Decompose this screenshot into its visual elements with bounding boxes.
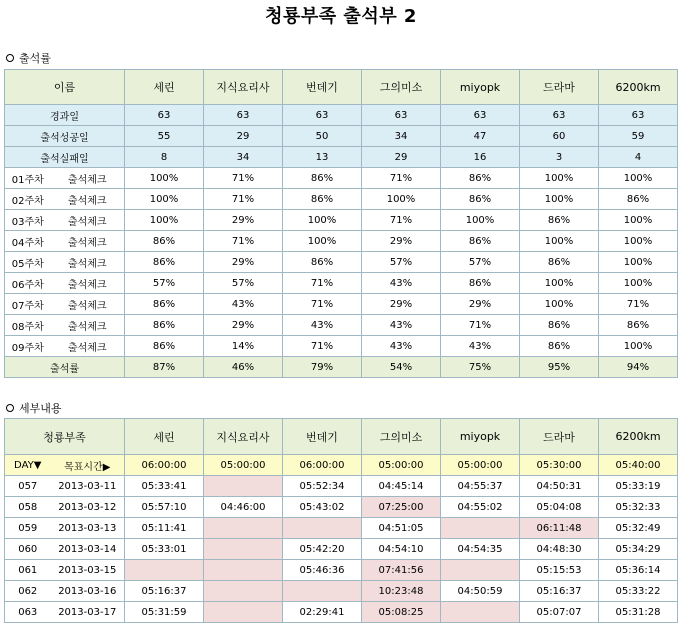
week-rate-cell: 71% xyxy=(204,168,283,189)
week-row xyxy=(5,231,678,252)
header-row xyxy=(5,70,678,105)
date-cell: 2013-03-15 xyxy=(51,560,125,581)
week-rate-cell: 29% xyxy=(204,315,283,336)
day-number: 061 xyxy=(5,560,51,581)
time-cell: 05:31:59 xyxy=(125,602,204,623)
time-cell: 04:55:37 xyxy=(441,476,520,497)
date-cell: 2013-03-12 xyxy=(51,497,125,518)
week-label: 03주차 xyxy=(5,210,51,231)
time-cell: 04:46:00 xyxy=(204,497,283,518)
check-label: 출석체크 xyxy=(51,252,125,273)
time-cell xyxy=(204,560,283,581)
check-label: 출석체크 xyxy=(51,231,125,252)
time-cell xyxy=(204,539,283,560)
week-rate-cell: 100% xyxy=(362,189,441,210)
week-rate-cell: 100% xyxy=(520,168,599,189)
week-row xyxy=(5,210,678,231)
rate-cell: 95% xyxy=(520,357,599,378)
member-header: miyopk xyxy=(441,419,520,455)
week-rate-cell: 100% xyxy=(441,210,520,231)
section-label: 출석률 xyxy=(19,52,51,65)
summary-cell: 59 xyxy=(599,126,678,147)
week-rate-cell: 71% xyxy=(283,336,362,357)
week-rate-cell: 71% xyxy=(283,294,362,315)
week-rate-cell: 86% xyxy=(125,336,204,357)
week-rate-cell: 100% xyxy=(520,231,599,252)
week-rate-cell: 100% xyxy=(599,336,678,357)
time-cell: 04:54:35 xyxy=(441,539,520,560)
time-cell: 05:33:22 xyxy=(599,581,678,602)
total-rate-row xyxy=(5,357,678,378)
week-rate-cell: 29% xyxy=(362,294,441,315)
check-label: 출석체크 xyxy=(51,315,125,336)
time-cell: 05:46:36 xyxy=(283,560,362,581)
time-cell: 05:15:53 xyxy=(520,560,599,581)
week-rate-cell: 100% xyxy=(283,231,362,252)
member-header: 지식요리사 xyxy=(204,419,283,455)
time-cell: 07:25:00 xyxy=(362,497,441,518)
week-rate-cell: 86% xyxy=(520,210,599,231)
week-rate-cell: 86% xyxy=(125,315,204,336)
week-rate-cell: 100% xyxy=(125,210,204,231)
time-cell: 04:45:14 xyxy=(362,476,441,497)
summary-cell: 4 xyxy=(599,147,678,168)
time-cell: 04:55:02 xyxy=(441,497,520,518)
week-rate-cell: 100% xyxy=(520,189,599,210)
goal-time-cell: 06:00:00 xyxy=(125,455,204,476)
week-rate-cell: 43% xyxy=(362,273,441,294)
week-rate-cell: 14% xyxy=(204,336,283,357)
time-cell: 04:54:10 xyxy=(362,539,441,560)
week-rate-cell: 100% xyxy=(599,273,678,294)
detail-row xyxy=(5,497,678,518)
time-cell: 05:57:10 xyxy=(125,497,204,518)
summary-cell: 63 xyxy=(283,105,362,126)
week-rate-cell: 86% xyxy=(441,231,520,252)
time-cell: 05:34:29 xyxy=(599,539,678,560)
week-row xyxy=(5,315,678,336)
check-label: 출석체크 xyxy=(51,189,125,210)
week-rate-cell: 57% xyxy=(441,252,520,273)
rate-cell: 54% xyxy=(362,357,441,378)
week-label: 01주차 xyxy=(5,168,51,189)
time-cell: 05:52:34 xyxy=(283,476,362,497)
member-header: 6200km xyxy=(599,70,678,105)
time-cell xyxy=(441,602,520,623)
member-header: 번데기 xyxy=(283,70,362,105)
rate-cell: 46% xyxy=(204,357,283,378)
week-rate-cell: 43% xyxy=(204,294,283,315)
detail-row xyxy=(5,518,678,539)
detail-row xyxy=(5,539,678,560)
week-row xyxy=(5,252,678,273)
goal-time-cell: 06:00:00 xyxy=(283,455,362,476)
week-rate-cell: 100% xyxy=(599,252,678,273)
summary-cell: 47 xyxy=(441,126,520,147)
section-details xyxy=(6,400,62,416)
member-header: 세린 xyxy=(125,70,204,105)
week-rate-cell: 86% xyxy=(283,189,362,210)
time-cell xyxy=(204,476,283,497)
week-rate-cell: 86% xyxy=(520,315,599,336)
week-rate-cell: 86% xyxy=(599,189,678,210)
week-rate-cell: 86% xyxy=(283,168,362,189)
detail-table xyxy=(4,418,678,623)
summary-label: 출석실패일 xyxy=(5,147,125,168)
week-rate-cell: 71% xyxy=(599,294,678,315)
summary-cell: 34 xyxy=(204,147,283,168)
goal-time-cell: 05:30:00 xyxy=(520,455,599,476)
week-rate-cell: 100% xyxy=(599,210,678,231)
name-header: 이름 xyxy=(5,70,125,105)
week-rate-cell: 86% xyxy=(441,168,520,189)
day-label: DAY▼ xyxy=(5,455,51,476)
summary-cell: 29 xyxy=(362,147,441,168)
time-cell: 05:32:49 xyxy=(599,518,678,539)
summary-cell: 29 xyxy=(204,126,283,147)
time-cell: 05:32:33 xyxy=(599,497,678,518)
week-rate-cell: 86% xyxy=(441,273,520,294)
week-rate-cell: 71% xyxy=(362,168,441,189)
summary-cell: 50 xyxy=(283,126,362,147)
week-label: 07주차 xyxy=(5,294,51,315)
time-cell xyxy=(204,602,283,623)
rate-cell: 94% xyxy=(599,357,678,378)
summary-cell: 63 xyxy=(125,105,204,126)
time-cell: 05:33:41 xyxy=(125,476,204,497)
day-number: 059 xyxy=(5,518,51,539)
summary-cell: 63 xyxy=(520,105,599,126)
week-rate-cell: 86% xyxy=(520,252,599,273)
week-rate-cell: 86% xyxy=(441,189,520,210)
time-cell xyxy=(125,560,204,581)
member-header: 6200km xyxy=(599,419,678,455)
summary-label: 경과일 xyxy=(5,105,125,126)
day-number: 058 xyxy=(5,497,51,518)
week-row xyxy=(5,294,678,315)
member-header: 지식요리사 xyxy=(204,70,283,105)
time-cell xyxy=(283,581,362,602)
time-cell: 04:48:30 xyxy=(520,539,599,560)
time-cell: 05:07:07 xyxy=(520,602,599,623)
week-rate-cell: 29% xyxy=(441,294,520,315)
detail-row xyxy=(5,560,678,581)
week-rate-cell: 100% xyxy=(283,210,362,231)
week-rate-cell: 100% xyxy=(599,231,678,252)
summary-cell: 16 xyxy=(441,147,520,168)
week-rate-cell: 71% xyxy=(362,210,441,231)
summary-label: 출석성공일 xyxy=(5,126,125,147)
week-row xyxy=(5,168,678,189)
date-cell: 2013-03-13 xyxy=(51,518,125,539)
goal-row xyxy=(5,455,678,476)
goal-label: 목표시간▶ xyxy=(51,455,125,476)
summary-row xyxy=(5,126,678,147)
time-cell xyxy=(283,518,362,539)
week-rate-cell: 43% xyxy=(283,315,362,336)
week-label: 05주차 xyxy=(5,252,51,273)
goal-time-cell: 05:00:00 xyxy=(204,455,283,476)
day-number: 057 xyxy=(5,476,51,497)
member-header: 드라마 xyxy=(520,70,599,105)
summary-cell: 34 xyxy=(362,126,441,147)
summary-cell: 63 xyxy=(599,105,678,126)
goal-time-cell: 05:00:00 xyxy=(362,455,441,476)
member-header: 그의미소 xyxy=(362,70,441,105)
time-cell: 10:23:48 xyxy=(362,581,441,602)
time-cell: 04:50:59 xyxy=(441,581,520,602)
section-label: 세부내용 xyxy=(19,402,62,415)
week-row xyxy=(5,189,678,210)
goal-time-cell: 05:00:00 xyxy=(441,455,520,476)
week-label: 02주차 xyxy=(5,189,51,210)
time-cell xyxy=(441,518,520,539)
week-rate-cell: 43% xyxy=(362,336,441,357)
week-rate-cell: 100% xyxy=(520,294,599,315)
time-cell: 05:08:25 xyxy=(362,602,441,623)
summary-cell: 60 xyxy=(520,126,599,147)
rate-label: 출석률 xyxy=(5,357,125,378)
summary-cell: 13 xyxy=(283,147,362,168)
member-header: 세린 xyxy=(125,419,204,455)
time-cell: 05:31:28 xyxy=(599,602,678,623)
week-label: 04주차 xyxy=(5,231,51,252)
week-rate-cell: 57% xyxy=(125,273,204,294)
time-cell: 04:50:31 xyxy=(520,476,599,497)
week-rate-cell: 100% xyxy=(125,168,204,189)
time-cell: 04:51:05 xyxy=(362,518,441,539)
goal-time-cell: 05:40:00 xyxy=(599,455,678,476)
summary-cell: 55 xyxy=(125,126,204,147)
week-rate-cell: 71% xyxy=(204,189,283,210)
member-header: miyopk xyxy=(441,70,520,105)
week-rate-cell: 86% xyxy=(520,336,599,357)
week-rate-cell: 100% xyxy=(125,189,204,210)
summary-cell: 8 xyxy=(125,147,204,168)
date-cell: 2013-03-14 xyxy=(51,539,125,560)
summary-row xyxy=(5,105,678,126)
date-cell: 2013-03-17 xyxy=(51,602,125,623)
time-cell: 05:33:19 xyxy=(599,476,678,497)
time-cell: 05:16:37 xyxy=(520,581,599,602)
circle-bullet-icon xyxy=(6,404,14,412)
time-cell xyxy=(204,581,283,602)
rate-cell: 87% xyxy=(125,357,204,378)
week-rate-cell: 29% xyxy=(204,252,283,273)
week-label: 09주차 xyxy=(5,336,51,357)
detail-header-row xyxy=(5,419,678,455)
summary-cell: 63 xyxy=(441,105,520,126)
detail-row xyxy=(5,602,678,623)
date-cell: 2013-03-16 xyxy=(51,581,125,602)
week-rate-cell: 86% xyxy=(125,231,204,252)
time-cell: 06:11:48 xyxy=(520,518,599,539)
rate-cell: 79% xyxy=(283,357,362,378)
member-header: 그의미소 xyxy=(362,419,441,455)
check-label: 출석체크 xyxy=(51,336,125,357)
time-cell: 05:04:08 xyxy=(520,497,599,518)
time-cell xyxy=(441,560,520,581)
attendance-rate-table xyxy=(4,69,678,378)
week-rate-cell: 29% xyxy=(362,231,441,252)
week-rate-cell: 29% xyxy=(204,210,283,231)
week-rate-cell: 86% xyxy=(125,252,204,273)
week-rate-cell: 57% xyxy=(204,273,283,294)
rate-cell: 75% xyxy=(441,357,520,378)
summary-cell: 3 xyxy=(520,147,599,168)
summary-row xyxy=(5,147,678,168)
detail-row xyxy=(5,476,678,497)
time-cell: 05:43:02 xyxy=(283,497,362,518)
member-header: 드라마 xyxy=(520,419,599,455)
week-row xyxy=(5,336,678,357)
page-title: 청룡부족 출석부 2 xyxy=(265,6,417,27)
day-number: 063 xyxy=(5,602,51,623)
check-label: 출석체크 xyxy=(51,294,125,315)
detail-row xyxy=(5,581,678,602)
week-rate-cell: 71% xyxy=(441,315,520,336)
time-cell: 05:42:20 xyxy=(283,539,362,560)
week-rate-cell: 100% xyxy=(599,168,678,189)
week-label: 06주차 xyxy=(5,273,51,294)
tribe-header: 청룡부족 xyxy=(5,419,125,455)
time-cell: 02:29:41 xyxy=(283,602,362,623)
week-rate-cell: 57% xyxy=(362,252,441,273)
week-rate-cell: 100% xyxy=(520,273,599,294)
summary-cell: 63 xyxy=(204,105,283,126)
check-label: 출석체크 xyxy=(51,273,125,294)
check-label: 출석체크 xyxy=(51,210,125,231)
time-cell: 05:16:37 xyxy=(125,581,204,602)
week-row xyxy=(5,273,678,294)
week-label: 08주차 xyxy=(5,315,51,336)
member-header: 번데기 xyxy=(283,419,362,455)
week-rate-cell: 43% xyxy=(441,336,520,357)
circle-bullet-icon xyxy=(6,54,14,62)
time-cell: 05:36:14 xyxy=(599,560,678,581)
day-number: 060 xyxy=(5,539,51,560)
check-label: 출석체크 xyxy=(51,168,125,189)
week-rate-cell: 86% xyxy=(125,294,204,315)
week-rate-cell: 71% xyxy=(204,231,283,252)
time-cell: 05:33:01 xyxy=(125,539,204,560)
week-rate-cell: 86% xyxy=(599,315,678,336)
week-rate-cell: 86% xyxy=(283,252,362,273)
time-cell xyxy=(204,518,283,539)
summary-cell: 63 xyxy=(362,105,441,126)
week-rate-cell: 43% xyxy=(362,315,441,336)
week-rate-cell: 71% xyxy=(283,273,362,294)
time-cell: 07:41:56 xyxy=(362,560,441,581)
section-attendance-rate xyxy=(6,50,51,66)
day-number: 062 xyxy=(5,581,51,602)
time-cell: 05:11:41 xyxy=(125,518,204,539)
date-cell: 2013-03-11 xyxy=(51,476,125,497)
